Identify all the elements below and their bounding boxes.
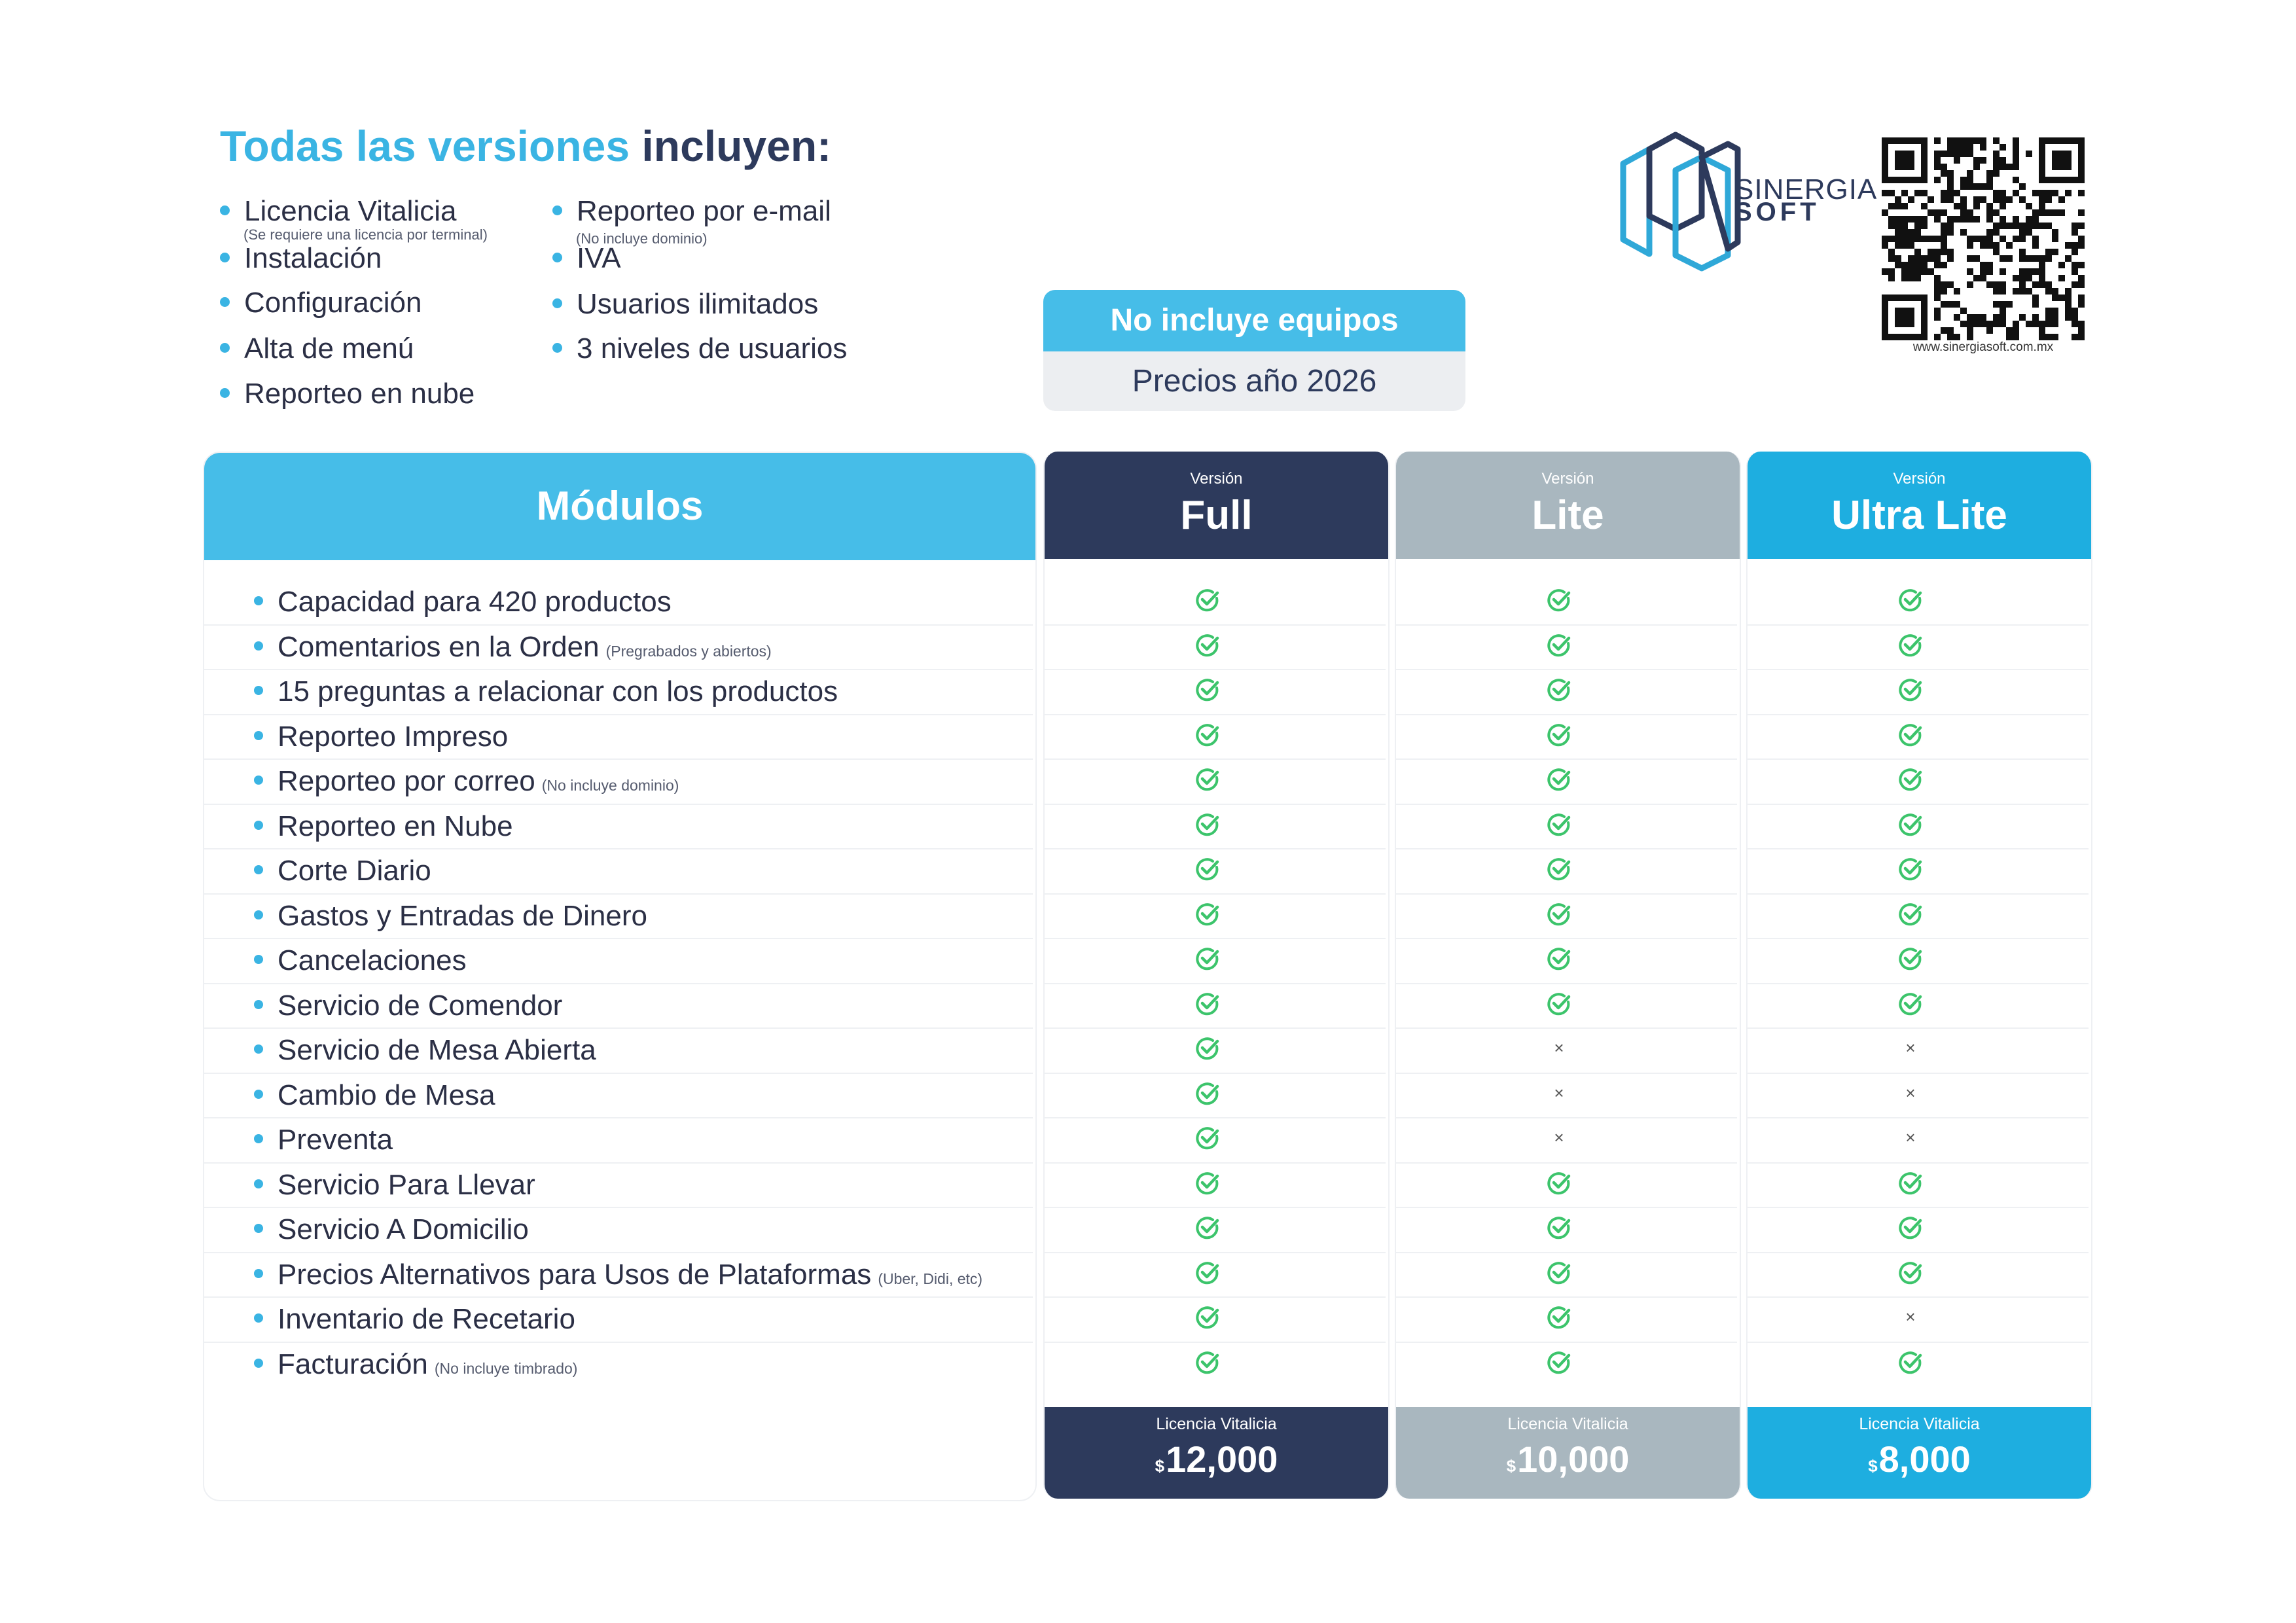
price-amount: 10,000 (1517, 1438, 1630, 1480)
feature-item (220, 332, 414, 365)
cross-icon: × (1905, 1082, 1916, 1103)
module-label: Inventario de Recetario (278, 1303, 575, 1335)
version-header (1396, 452, 1740, 559)
feature-label: Alta de menú (244, 332, 414, 365)
row-divider (1748, 983, 2089, 984)
module-label: Reporteo Impreso (278, 720, 509, 753)
row-divider (204, 1162, 1033, 1164)
check-circle-icon (1896, 855, 1925, 883)
feature-item (552, 195, 831, 228)
module-label: Cancelaciones (278, 944, 467, 976)
row-divider (1045, 938, 1386, 939)
feature-label: Reporteo en nube (244, 378, 475, 410)
row-divider (204, 714, 1033, 715)
row-divider (204, 758, 1033, 760)
version-label: Versión (1893, 470, 1946, 488)
headline-rest: incluyen: (641, 122, 832, 170)
check-circle-icon (1545, 675, 1573, 704)
price-value (1045, 1438, 1388, 1480)
module-note: (No incluye dominio) (541, 777, 679, 794)
module-note: (Pregrabados y abiertos) (605, 642, 772, 660)
table-row (254, 1213, 529, 1246)
row-divider (204, 983, 1033, 984)
cross-icon: × (1554, 1082, 1564, 1103)
currency-symbol: $ (1506, 1456, 1516, 1476)
check-circle-icon (1896, 586, 1925, 615)
row-divider (204, 1117, 1033, 1118)
feature-note: (No incluye dominio) (576, 230, 708, 247)
module-label: Capacidad para 420 productos (278, 586, 672, 618)
module-label: Corte Diario (278, 855, 431, 887)
check-circle-icon (1896, 1169, 1925, 1198)
check-circle-icon (1193, 1124, 1222, 1152)
check-circle-icon (1545, 765, 1573, 794)
row-divider (1045, 1252, 1386, 1253)
row-divider (1396, 893, 1737, 895)
price-footer (1045, 1407, 1388, 1499)
table-row (254, 765, 679, 798)
feature-label: Reporteo por e-mail (577, 195, 831, 227)
row-divider (1748, 938, 2089, 939)
check-circle-icon (1896, 1213, 1925, 1242)
row-divider (1045, 804, 1386, 805)
row-divider (1396, 938, 1737, 939)
row-divider (1396, 1117, 1737, 1118)
license-label: Licencia Vitalicia (1859, 1415, 1980, 1433)
row-divider (1045, 714, 1386, 715)
modules-header: Módulos (204, 453, 1035, 560)
bullet-icon (220, 205, 230, 215)
bullet-icon (254, 1313, 263, 1323)
check-circle-icon (1193, 675, 1222, 704)
check-circle-icon (1193, 1034, 1222, 1063)
table-row (254, 944, 467, 977)
check-circle-icon (1896, 765, 1925, 794)
row-divider (1045, 1162, 1386, 1164)
bullet-icon (254, 1224, 263, 1233)
check-circle-icon (1896, 675, 1925, 704)
check-circle-icon (1545, 721, 1573, 749)
currency-symbol: $ (1155, 1456, 1165, 1476)
check-circle-icon (1193, 900, 1222, 929)
check-circle-icon (1545, 990, 1573, 1018)
license-label: Licencia Vitalicia (1156, 1415, 1277, 1433)
feature-label: Configuración (244, 287, 422, 319)
feature-label: 3 niveles de usuarios (577, 332, 848, 365)
table-row (254, 1348, 577, 1381)
website-url: www.sinergiasoft.com.mx (1912, 340, 2054, 354)
row-divider (1396, 1073, 1737, 1074)
row-divider (1396, 669, 1737, 670)
module-label: 15 preguntas a relacionar con los productos (278, 675, 838, 707)
row-divider (1396, 758, 1737, 760)
feature-item (552, 332, 847, 365)
notice-prices-year: Precios año 2026 (1132, 364, 1377, 399)
check-circle-icon (1896, 721, 1925, 749)
bullet-icon (254, 1000, 263, 1009)
version-header (1045, 452, 1388, 559)
row-divider (1045, 1027, 1386, 1029)
module-note: (No incluye timbrado) (434, 1359, 578, 1377)
bullet-icon (220, 297, 230, 307)
bullet-icon (254, 1134, 263, 1143)
feature-item (220, 378, 475, 410)
check-circle-icon (1193, 855, 1222, 883)
bullet-icon (552, 205, 562, 215)
bullet-icon (254, 955, 263, 964)
table-row (254, 1258, 982, 1291)
bullet-icon (254, 596, 263, 605)
feature-note: (Se requiere una licencia por terminal) (243, 226, 488, 243)
check-circle-icon (1193, 631, 1222, 660)
row-divider (204, 804, 1033, 805)
notice-no-equipment: No incluye equipos (1043, 290, 1465, 351)
check-circle-icon (1545, 855, 1573, 883)
row-divider (1748, 758, 2089, 760)
check-circle-icon (1193, 944, 1222, 973)
table-row (254, 586, 672, 618)
cross-icon: × (1905, 1128, 1916, 1147)
row-divider (1748, 1296, 2089, 1298)
bullet-icon (254, 910, 263, 919)
check-circle-icon (1193, 1303, 1222, 1332)
cross-icon: × (1905, 1307, 1916, 1327)
table-row (254, 810, 513, 843)
row-divider (1045, 624, 1386, 626)
row-divider (1045, 669, 1386, 670)
check-circle-icon (1545, 1169, 1573, 1198)
check-circle-icon (1896, 944, 1925, 973)
check-circle-icon (1193, 1213, 1222, 1242)
row-divider (1748, 1117, 2089, 1118)
table-row (254, 855, 431, 887)
table-row (254, 900, 647, 933)
feature-item (220, 242, 382, 275)
check-circle-icon (1193, 1258, 1222, 1287)
price-footer (1748, 1407, 2091, 1499)
check-circle-icon (1545, 1348, 1573, 1377)
feature-label: Instalación (244, 242, 382, 274)
brand-name-line2: SOFT (1734, 198, 1820, 226)
table-row (254, 675, 838, 708)
bullet-icon (254, 1044, 263, 1054)
check-circle-icon (1193, 990, 1222, 1018)
row-divider (204, 669, 1033, 670)
row-divider (204, 1296, 1033, 1298)
version-name: Ultra Lite (1831, 493, 2007, 538)
row-divider (204, 1073, 1033, 1074)
module-label: Gastos y Entradas de Dinero (278, 899, 647, 932)
check-circle-icon (1545, 900, 1573, 929)
check-circle-icon (1193, 1079, 1222, 1108)
row-divider (1396, 1207, 1737, 1208)
table-row (254, 1169, 535, 1202)
row-divider (1396, 1296, 1737, 1298)
row-divider (204, 624, 1033, 626)
module-note: (Uber, Didi, etc) (878, 1270, 983, 1287)
table-row (254, 721, 508, 753)
table-row (254, 990, 562, 1022)
row-divider (1045, 1342, 1386, 1343)
module-label: Precios Alternativos para Usos de Plataformas (278, 1258, 872, 1291)
version-header (1748, 452, 2091, 559)
feature-item (220, 195, 456, 228)
version-label: Versión (1541, 470, 1594, 488)
row-divider (204, 893, 1033, 895)
row-divider (1045, 758, 1386, 760)
version-name: Lite (1532, 493, 1604, 538)
row-divider (1396, 1027, 1737, 1029)
cross-icon: × (1554, 1038, 1564, 1058)
module-label: Servicio de Mesa Abierta (278, 1034, 596, 1066)
feature-item (552, 288, 818, 321)
check-circle-icon (1545, 631, 1573, 660)
row-divider (1396, 1252, 1737, 1253)
notice-box (1043, 290, 1465, 411)
row-divider (1396, 804, 1737, 805)
row-divider (1045, 1073, 1386, 1074)
row-divider (204, 1252, 1033, 1253)
bullet-icon (552, 298, 562, 308)
bullet-icon (254, 731, 263, 740)
feature-label: Licencia Vitalicia (244, 195, 457, 227)
check-circle-icon (1896, 810, 1925, 839)
module-label: Comentarios en la Orden (278, 630, 600, 663)
row-divider (1748, 714, 2089, 715)
check-circle-icon (1545, 586, 1573, 615)
row-divider (204, 1342, 1033, 1343)
qr-code-icon (1882, 137, 2085, 340)
row-divider (1045, 893, 1386, 895)
price-value (1396, 1438, 1740, 1480)
row-divider (1748, 1027, 2089, 1029)
check-circle-icon (1545, 810, 1573, 839)
version-label: Versión (1190, 470, 1243, 488)
check-circle-icon (1896, 900, 1925, 929)
bullet-icon (552, 253, 562, 262)
feature-label: IVA (577, 242, 621, 274)
row-divider (1748, 848, 2089, 849)
bullet-icon (254, 1090, 263, 1099)
module-label: Facturación (278, 1347, 428, 1380)
row-divider (1396, 714, 1737, 715)
row-divider (1748, 624, 2089, 626)
bullet-icon (254, 1269, 263, 1278)
module-label: Reporteo en Nube (278, 810, 513, 842)
currency-symbol: $ (1868, 1456, 1878, 1476)
row-divider (1748, 669, 2089, 670)
row-divider (204, 938, 1033, 939)
version-name: Full (1180, 493, 1253, 538)
row-divider (1045, 1207, 1386, 1208)
price-amount: 12,000 (1166, 1438, 1278, 1480)
module-label: Cambio de Mesa (278, 1079, 495, 1111)
row-divider (1045, 983, 1386, 984)
module-label: Reporteo por correo (278, 765, 535, 797)
row-divider (1396, 983, 1737, 984)
check-circle-icon (1545, 1303, 1573, 1332)
cross-icon: × (1905, 1038, 1916, 1058)
check-circle-icon (1896, 1348, 1925, 1377)
table-row (254, 1124, 393, 1156)
page-title (220, 121, 831, 171)
price-value (1748, 1438, 2091, 1480)
bullet-icon (220, 343, 230, 353)
row-divider (1748, 893, 2089, 895)
row-divider (204, 1207, 1033, 1208)
bullet-icon (254, 641, 263, 651)
feature-label: Usuarios ilimitados (577, 288, 819, 320)
cross-icon: × (1554, 1128, 1564, 1147)
row-divider (1748, 1073, 2089, 1074)
check-circle-icon (1896, 631, 1925, 660)
row-divider (1396, 848, 1737, 849)
bullet-icon (254, 776, 263, 785)
row-divider (1748, 804, 2089, 805)
row-divider (1748, 1342, 2089, 1343)
table-row (254, 1303, 575, 1336)
feature-item (220, 287, 422, 319)
table-row (254, 1034, 596, 1067)
table-row (254, 1079, 495, 1112)
row-divider (204, 848, 1033, 849)
price-amount: 8,000 (1878, 1438, 1971, 1480)
price-footer (1396, 1407, 1740, 1499)
row-divider (204, 1027, 1033, 1029)
bullet-icon (254, 865, 263, 874)
check-circle-icon (1896, 1258, 1925, 1287)
check-circle-icon (1193, 765, 1222, 794)
bullet-icon (220, 253, 230, 262)
check-circle-icon (1193, 1348, 1222, 1377)
check-circle-icon (1193, 1169, 1222, 1198)
bullet-icon (254, 686, 263, 695)
row-divider (1396, 1162, 1737, 1164)
check-circle-icon (1193, 721, 1222, 749)
check-circle-icon (1193, 810, 1222, 839)
row-divider (1045, 848, 1386, 849)
module-label: Preventa (278, 1124, 393, 1156)
bullet-icon (552, 343, 562, 353)
bullet-icon (254, 1179, 263, 1188)
check-circle-icon (1545, 1213, 1573, 1242)
table-row (254, 631, 772, 664)
row-divider (1396, 624, 1737, 626)
row-divider (1396, 1342, 1737, 1343)
bullet-icon (254, 1359, 263, 1368)
row-divider (1748, 1162, 2089, 1164)
row-divider (1748, 1207, 2089, 1208)
license-label: Licencia Vitalicia (1507, 1415, 1628, 1433)
headline-highlight: Todas las versiones (220, 122, 630, 170)
row-divider (1045, 1296, 1386, 1298)
check-circle-icon (1193, 586, 1222, 615)
check-circle-icon (1545, 1258, 1573, 1287)
feature-item (552, 242, 621, 275)
row-divider (1748, 1252, 2089, 1253)
module-label: Servicio A Domicilio (278, 1213, 529, 1245)
bullet-icon (254, 821, 263, 830)
check-circle-icon (1896, 990, 1925, 1018)
module-label: Servicio Para Llevar (278, 1168, 535, 1201)
check-circle-icon (1545, 944, 1573, 973)
module-label: Servicio de Comendor (278, 989, 563, 1022)
bullet-icon (220, 388, 230, 398)
row-divider (1045, 1117, 1386, 1118)
brand-name-line1: SINERGIA (1734, 173, 1878, 205)
